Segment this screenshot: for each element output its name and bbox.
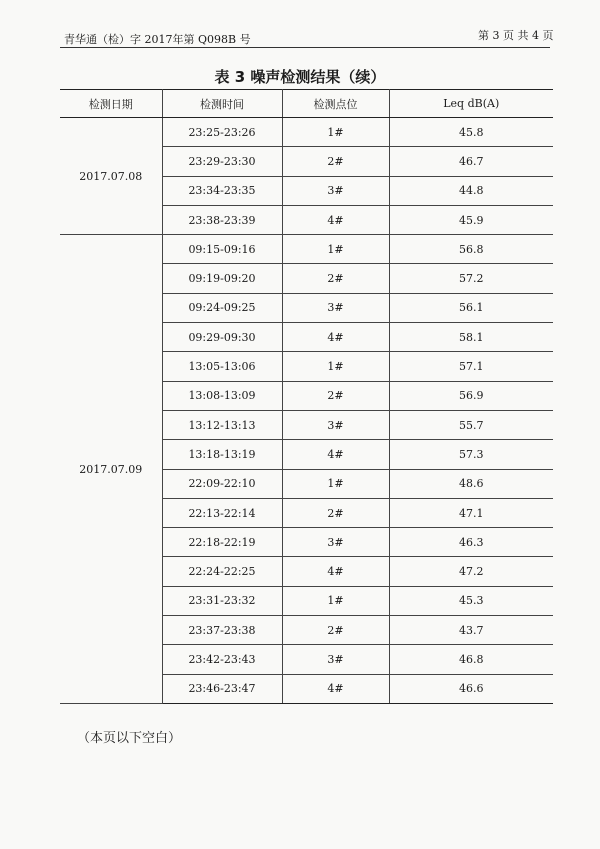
point-cell: 3# xyxy=(282,293,389,322)
leq-cell: 56.8 xyxy=(389,235,553,264)
time-cell: 23:31-23:32 xyxy=(162,586,282,615)
point-cell: 1# xyxy=(282,352,389,381)
time-cell: 09:24-09:25 xyxy=(162,293,282,322)
table-title: 表 3 噪声检测结果（续） xyxy=(214,68,386,86)
point-cell: 2# xyxy=(282,381,389,410)
time-cell: 23:34-23:35 xyxy=(162,176,282,205)
leq-cell: 46.3 xyxy=(389,528,553,557)
time-cell: 22:24-22:25 xyxy=(162,557,282,586)
header-rule xyxy=(60,47,550,48)
time-cell: 13:12-13:13 xyxy=(162,410,282,439)
point-cell: 2# xyxy=(282,498,389,527)
time-cell: 13:05-13:06 xyxy=(162,352,282,381)
leq-cell: 55.7 xyxy=(389,410,553,439)
time-cell: 22:09-22:10 xyxy=(162,469,282,498)
blank-below-note: （本页以下空白） xyxy=(77,731,182,746)
point-cell: 4# xyxy=(282,323,389,352)
time-cell: 09:19-09:20 xyxy=(162,264,282,293)
point-cell: 3# xyxy=(282,528,389,557)
time-cell: 23:42-23:43 xyxy=(162,645,282,674)
point-cell: 2# xyxy=(282,616,389,645)
leq-cell: 45.9 xyxy=(389,205,553,234)
column-header-leq: Leq dB(A) xyxy=(389,90,553,118)
time-cell: 23:29-23:30 xyxy=(162,147,282,176)
time-cell: 13:08-13:09 xyxy=(162,381,282,410)
leq-cell: 47.2 xyxy=(389,557,553,586)
point-cell: 4# xyxy=(282,205,389,234)
time-cell: 23:37-23:38 xyxy=(162,616,282,645)
point-cell: 3# xyxy=(282,410,389,439)
point-cell: 3# xyxy=(282,176,389,205)
leq-cell: 57.1 xyxy=(389,352,553,381)
point-cell: 1# xyxy=(282,235,389,264)
leq-cell: 45.8 xyxy=(389,118,553,147)
table-body xyxy=(60,118,553,704)
table-row xyxy=(60,118,553,147)
leq-cell: 46.6 xyxy=(389,674,553,703)
time-cell: 22:18-22:19 xyxy=(162,528,282,557)
column-header-date: 检测日期 xyxy=(60,90,162,118)
time-cell: 23:46-23:47 xyxy=(162,674,282,703)
point-cell: 1# xyxy=(282,469,389,498)
leq-cell: 57.2 xyxy=(389,264,553,293)
leq-cell: 46.8 xyxy=(389,645,553,674)
leq-cell: 56.1 xyxy=(389,293,553,322)
point-cell: 4# xyxy=(282,440,389,469)
leq-cell: 57.3 xyxy=(389,440,553,469)
leq-cell: 43.7 xyxy=(389,616,553,645)
time-cell: 09:15-09:16 xyxy=(162,235,282,264)
leq-cell: 45.3 xyxy=(389,586,553,615)
leq-cell: 44.8 xyxy=(389,176,553,205)
page-info: 第 3 页 共 4 页 xyxy=(478,29,554,42)
point-cell: 1# xyxy=(282,586,389,615)
leq-cell: 58.1 xyxy=(389,323,553,352)
column-header-time: 检测时间 xyxy=(162,90,282,118)
table-header-row xyxy=(60,90,553,118)
time-cell: 23:25-23:26 xyxy=(162,118,282,147)
time-cell: 23:38-23:39 xyxy=(162,205,282,234)
time-cell: 22:13-22:14 xyxy=(162,498,282,527)
point-cell: 2# xyxy=(282,147,389,176)
leq-cell: 56.9 xyxy=(389,381,553,410)
noise-results-table xyxy=(60,89,553,704)
time-cell: 13:18-13:19 xyxy=(162,440,282,469)
point-cell: 4# xyxy=(282,674,389,703)
point-cell: 4# xyxy=(282,557,389,586)
point-cell: 2# xyxy=(282,264,389,293)
point-cell: 3# xyxy=(282,645,389,674)
column-header-point: 检测点位 xyxy=(282,90,389,118)
point-cell: 1# xyxy=(282,118,389,147)
leq-cell: 46.7 xyxy=(389,147,553,176)
table-row xyxy=(60,235,553,264)
date-cell: 2017.07.09 xyxy=(60,235,162,704)
leq-cell: 48.6 xyxy=(389,469,553,498)
time-cell: 09:29-09:30 xyxy=(162,323,282,352)
document-number: 青华通（检）字 2017年第 Q098B 号 xyxy=(64,33,251,46)
date-cell: 2017.07.08 xyxy=(60,118,162,235)
leq-cell: 47.1 xyxy=(389,498,553,527)
